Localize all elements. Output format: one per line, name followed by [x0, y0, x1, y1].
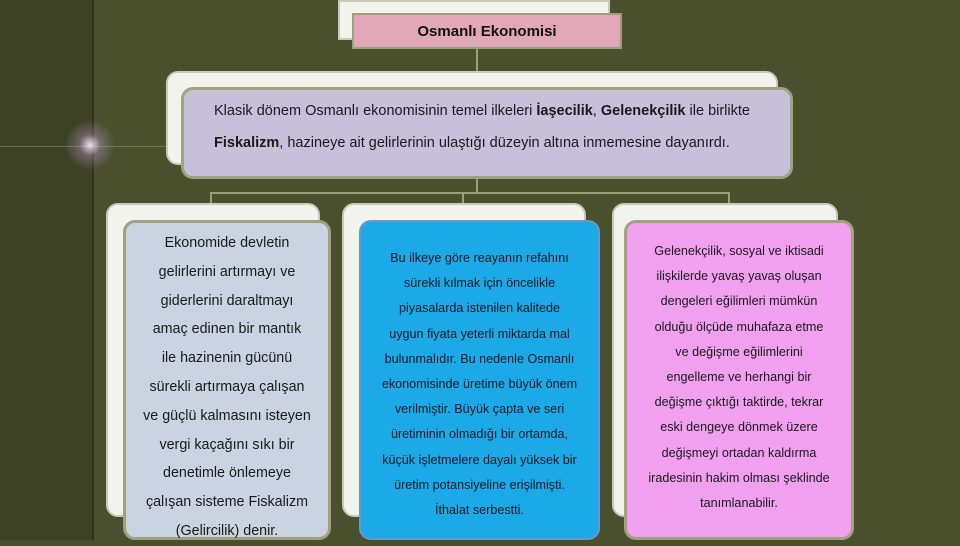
intro-term-gelenekcilik: Gelenekçilik	[600, 103, 686, 119]
box-line: vergi kaçağını sıkı bir	[159, 436, 295, 453]
box-line: (Gelircilik) denir.	[175, 522, 279, 539]
intro-prefix: Klasik dönem Osmanlı ekonomisinin temel ilkeleri	[214, 103, 537, 119]
box-line: ve değişme eğilimlerini	[675, 344, 803, 359]
fiskalizm-box	[123, 220, 331, 540]
box-line: uygun fiyata yeterli miktarda mal	[389, 326, 570, 341]
box-line: değişmeyi ortadan kaldırma	[661, 445, 817, 460]
sparkle-icon	[60, 115, 120, 175]
background-vertical-line	[92, 0, 94, 540]
intro-middle: ile birlikte	[685, 103, 750, 119]
box-line: piyasalarda istenilen kalitede	[398, 301, 561, 316]
box-line: dengeleri eğilimleri mümkün	[660, 294, 818, 309]
box-line: tanımlanabilir.	[700, 496, 778, 511]
box-line: verilmiştir. Büyük çapta ve seri	[394, 402, 565, 417]
box-line: gelirlerini artırmayı ve	[158, 263, 296, 280]
box-line: üretim potansiyeline erişilmişti.	[394, 477, 565, 492]
connector-horizontal	[210, 192, 730, 194]
intro-separator: ,	[592, 103, 601, 119]
box-line: çalışan sisteme Fiskalizm	[145, 494, 309, 511]
box-line: amaç edinen bir mantık	[152, 321, 302, 338]
intro-term-iasecilik: İaşecilik	[536, 103, 593, 119]
connector-intro-boxes	[476, 179, 478, 193]
box-line: bulunmalıdır. Bu nedenle Osmanlı	[384, 351, 575, 366]
background-dark-panel	[0, 0, 92, 540]
box-line: İthalat serbestti.	[435, 503, 524, 518]
box-line: ve güçlü kalmasını isteyen	[143, 407, 311, 424]
box-line: Gelenekçilik, sosyal ve iktisadi	[654, 244, 824, 258]
gelenekcilik-box	[624, 220, 854, 540]
box-line: engelleme ve herhangi bir	[666, 370, 812, 385]
iasecilik-box	[359, 220, 600, 540]
intro-suffix: , hazineye ait gelirlerinin ulaştığı düzeyin altına inmemesine dayanırdı.	[279, 134, 730, 151]
box-line: küçük işletmelere dayalı yüksek bir	[382, 452, 577, 467]
box-line: sürekli kılmak için öncelikle	[403, 276, 556, 291]
intro-term-fiskalizm: Fiskalizm	[214, 134, 280, 151]
title-text: Osmanlı Ekonomisi	[417, 22, 557, 40]
box-line: ile hazinenin gücünü	[161, 350, 293, 367]
box-line: denetimle önlemeye	[163, 465, 291, 482]
box-line: ilişkilerde yavaş yavaş oluşan	[656, 269, 822, 284]
box-line: değişme çıktığı taktirde, tekrar	[654, 395, 824, 410]
box-line: giderlerini daraltmayı	[160, 292, 294, 309]
box-line: ekonomisinde üretime büyük önem	[381, 377, 578, 392]
box-line: eski dengeye dönmek üzere	[660, 420, 818, 435]
connector-title-intro	[476, 49, 478, 72]
box-line: olduğu ölçüde muhafaza etme	[654, 319, 824, 334]
box-line: Bu ilkeye göre reayanın refahını	[390, 251, 569, 265]
intro-box	[181, 87, 793, 179]
box-line: Ekonomide devletin	[164, 235, 290, 251]
box-line: iradesinin hakim olması şeklinde	[648, 470, 830, 485]
box-line: sürekli artırmaya çalışan	[149, 378, 305, 395]
box-line: üretiminin olmadığı bir ortamda,	[390, 427, 569, 442]
title-box	[352, 13, 622, 49]
